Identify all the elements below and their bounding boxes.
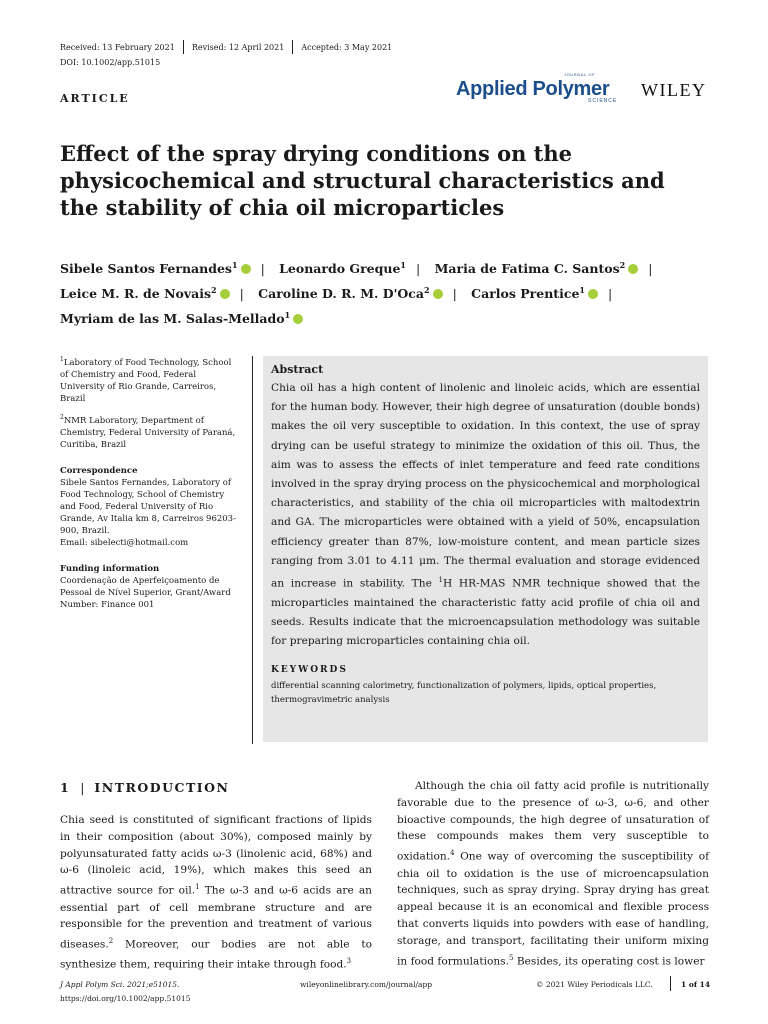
funding-heading: Funding information (60, 563, 160, 574)
date-divider (292, 40, 293, 54)
orcid-icon[interactable] (241, 264, 251, 274)
accepted-date: Accepted: 3 May 2021 (301, 42, 393, 52)
page-number: 1 of 14 (681, 980, 711, 989)
author[interactable]: Carlos Prentice$^1$ (471, 286, 598, 301)
abstract-heading: Abstract (271, 363, 324, 376)
correspondence-heading: Correspondence (60, 465, 138, 476)
author[interactable]: Leonardo Greque$^1$ (279, 259, 406, 276)
affiliation: $^1$Laboratory of Food Technology, School of Chemistry and Food, Federal University of Rio Grande, Carreiros, Brazil (60, 356, 232, 404)
doi[interactable]: DOI: 10.1002/app.51015 (60, 58, 161, 67)
affiliation: $^2$NMR Laboratory, Department of Chemistry, Federal University of Paraná, Curitiba, Brazil (60, 413, 236, 450)
citation-ref[interactable]: 5 (509, 953, 514, 962)
citation-ref[interactable]: 3 (346, 957, 352, 966)
citation-ref[interactable]: 2 (108, 937, 114, 946)
article-type: ARTICLE (60, 92, 130, 105)
author[interactable]: Sibele Santos Fernandes$^1$ (60, 261, 251, 276)
orcid-icon[interactable] (293, 314, 303, 324)
received-date: Received: 13 February 2021 (60, 42, 175, 52)
intro-column-1: Chia seed is constituted of significant fractions of lipids in their composition (about 30%), composed mainly by polyunsaturated fatty acids ω-3 (linolenic acid, 68%) and ω-6 (linoleic acid, 19%), which makes this seed an attractive source for oil.$^1$ The ω-3 and ω-6 acids are an essential part of cell membrane structure and are responsible for the prevention and treatment of various diseases.$^2$ Moreover, our bodies are not able to synthesize them, requiring their intake through food.$^3$ (60, 814, 372, 971)
citation-ref[interactable]: 1 (195, 883, 200, 892)
orcid-icon[interactable] (220, 289, 230, 299)
date-divider (183, 40, 184, 54)
abstract-text: Chia oil has a high content of linolenic and linoleic acids, which are essential for the human body. However, their high degree of unsaturation (double bonds) makes the oil very susceptible to oxidation. In this context, the use of spray drying can be useful strategy to minimize the oxidation of this oil. Thus, the aim was to assess the effects of inlet temperature and feed rate conditions involved in the spray drying process on the physicochemical and morphological characteristics, and stability of the chia oil microparticles with maltodextrin and GA. The microparticles were obtained with a yield of 50%, encapsulation efficiency greater than 87%, low-moisture content, and mean particle sizes ranging from 3.01 to 4.11 μm. The thermal evaluation and storage evidenced an increase in stability. The $^1$H HR-MAS NMR technique showed that the microparticles maintained the characteristic fatty acid profile of chia oil and seeds. Results indicate that the microencapsulation methodology was suitable for preparing microparticles containing chia oil. (271, 382, 700, 648)
section-title: INTRODUCTION (94, 780, 230, 795)
orcid-icon[interactable] (588, 289, 598, 299)
section-heading: 1 | INTRODUCTION (60, 780, 230, 795)
orcid-icon[interactable] (433, 289, 443, 299)
footer-copyright: © 2021 Wiley Periodicals LLC. (536, 980, 653, 989)
orcid-icon[interactable] (628, 264, 638, 274)
revised-date: Revised: 12 April 2021 (191, 42, 285, 52)
correspondence-text: Sibele Santos Fernandes, Laboratory of Food Technology, School of Chemistry and Food, Federal University of Rio Grande, Av Italia km 8, Carreiros 96203-900, Brazil. (60, 477, 236, 536)
column-divider (252, 356, 253, 744)
footer-divider (670, 976, 671, 991)
author-list: Sibele Santos Fernandes$^1$ | Leonardo Greque$^1$ | Maria de Fatima C. Santos$^2$ | Leice M. R. de Novais$^2$ | Caroline D. R. M. D'Oca$^2$ | Carlos Prentice$^1$ | Myriam de las M. Salas-Mellado$^1$ (60, 259, 653, 326)
author[interactable]: Caroline D. R. M. D'Oca$^2$ (258, 286, 442, 301)
footer-doi-link[interactable]: https://doi.org/10.1002/app.51015 (60, 994, 191, 1003)
intro-column-2: Although the chia oil fatty acid profile is nutritionally favorable due to the presence of ω-3, ω-6, and other bioactive compounds, the high degree of unsaturation of these compounds makes them very susceptible to oxidation.$^4$ One way of overcoming the susceptibility of chia oil to oxidation is the use of microencapsulation techniques, such as spray drying. Spray drying has great appeal because it is an economical and flexible process that converts liquids into powders with ease of handling, storage, and transport, facilitating their uniform mixing in food formulations.$^5$ Besides, its operating cost is lower (397, 780, 709, 968)
funding-text: Coordenação de Aperfeiçoamento de Pessoal de Nível Superior, Grant/Award Number: Finance 001 (60, 575, 231, 610)
article-title: Effect of the spray drying conditions on the physicochemical and structural characteristics and the stability of chia oil microparticles (60, 141, 665, 220)
journal-logo[interactable] (456, 74, 712, 108)
keywords: differential scanning calorimetry, functionalization of polymers, lipids, optical properties, thermogravimetric analysis (271, 681, 657, 706)
journal-logo-small-top: JOURNAL OF (564, 72, 596, 77)
footer-citation: J Appl Polym Sci. 2021;e51015. (60, 980, 180, 989)
section-number: 1 (60, 780, 71, 795)
author[interactable]: Maria de Fatima C. Santos$^2$ (435, 261, 639, 276)
author[interactable]: Leice M. R. de Novais$^2$ (60, 286, 230, 301)
keywords-heading: KEYWORDS (271, 665, 348, 676)
citation-ref[interactable]: 4 (450, 849, 455, 858)
correspondence-email[interactable]: Email: sibelecti@hotmail.com (60, 537, 189, 548)
abstract-box (263, 356, 708, 742)
journal-logo-small-bottom: SCIENCE (588, 98, 618, 104)
article-info-sidebar (60, 354, 240, 618)
footer-journal-link[interactable]: wileyonlinelibrary.com/journal/app (300, 980, 433, 989)
publisher-logo: WILEY (641, 80, 707, 100)
author[interactable]: Myriam de las M. Salas-Mellado$^1$ (60, 311, 303, 326)
journal-name: Applied Polymer (456, 78, 610, 100)
article-dates (60, 40, 392, 54)
